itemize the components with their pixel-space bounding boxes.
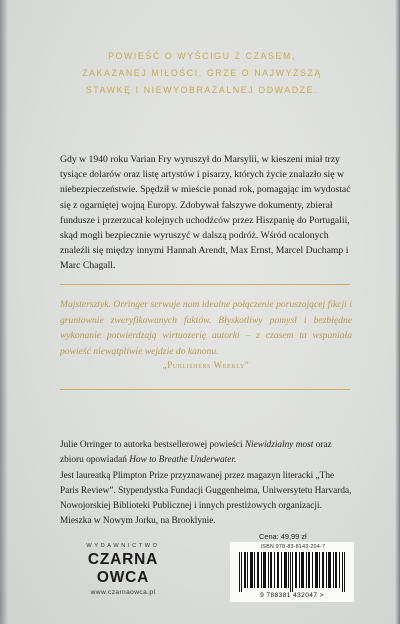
tagline-line-2: ZAKAZANEJ MIŁOŚCI, GRZE O NAJWYŻSZĄ <box>82 68 322 78</box>
review-quote: Majstersztyk. Orringer serwuje nam idealne połączenie poruszającej fikcji i gruntownie zweryfikowanych faktów. Błyskotliwy pomysł i bezbłędne wykonanie potwierdzają wirtuozerię autorki – z czasem ta wspaniała powieść niewątpliwie wejdzie do kanonu. <box>60 299 352 357</box>
tagline <box>52 48 352 99</box>
bio-title-novel: Niewidzialny most <box>244 440 314 450</box>
bio-connector: oraz zbioru opowiadań <box>60 440 332 466</box>
spine-shadow <box>0 0 8 624</box>
author-bio <box>60 438 352 530</box>
divider-top <box>60 284 350 285</box>
publisher-name: CZARNA OWCA <box>87 551 159 586</box>
bio-title-stories: How to Breathe Underwater. <box>129 455 237 466</box>
bio-awards: Jest laureatką Plimpton Prize przyznawanej przez magazyn literacki „The Paris Review”. Stypendystka Fundacji Guggenheima, Uniwersytetu Harvarda, Nowojorskiej Biblioteki Publicznej i innych prestiżowych organizacji. Mieszka w Nowym Jorku, na Brooklynie. <box>60 470 352 527</box>
price-label: Cena: 49,99 zł <box>259 532 307 541</box>
isbn-number: ISBN 978-83-8143-204-7 <box>260 544 326 550</box>
barcode-digits: 9 788381 432047 > <box>260 592 324 599</box>
divider-bottom <box>60 389 350 390</box>
review-source: „Publishers Weekly” <box>162 360 250 370</box>
bio-intro: Julie Orringer to autorka bestsellerowej powieści <box>60 440 245 450</box>
barcode-box <box>230 542 354 602</box>
cover-edge <box>395 0 400 624</box>
book-description: Gdy w 1940 roku Varian Fry wyruszył do Marsylii, w kieszeni miał trzy tysiące dolarów oraz listę artystów i pisarzy, których życie znalazło się w niebezpieczeństwie. Spędził w mieście ponad rok, pomagając im wydostać się z ogarniętej wojną Europy. Zdobywał fałszywe dokumenty, zbierał fundusze i przerzucał kolejnych uchodźców przez Hiszpanię do Portugalii, skąd mogli bezpiecznie wyruszyć w dalszą podróż. Wśród ocalonych znaleźli się między innymi Hannah Arendt, Max Ernst, Marcel Duchamp i Marc Chagall. <box>60 154 351 272</box>
publisher-url: www.czarnaowca.pl <box>90 589 156 596</box>
tagline-line-3: STAWKĘ I NIEWYOBRAŻALNEJ ODWADZE. <box>85 85 319 95</box>
publisher-imprint: WYDAWNICTWO <box>86 543 160 549</box>
barcode-icon <box>238 552 346 592</box>
tagline-line-1: POWIEŚĆ O WYŚCIGU Z CZASEM, <box>108 51 296 61</box>
publisher-logo <box>60 543 186 596</box>
